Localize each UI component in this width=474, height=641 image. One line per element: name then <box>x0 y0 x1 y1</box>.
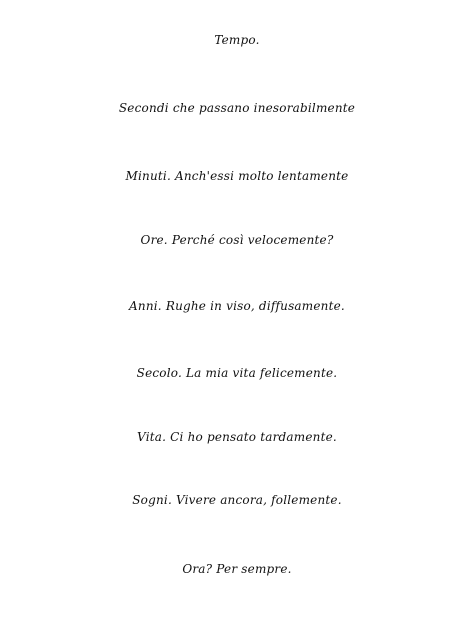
poem-line: Anni. Rughe in viso, diffusamente. <box>129 299 345 313</box>
poem-line: Ore. Perché così velocemente? <box>140 233 334 247</box>
poem-line: Secondi che passano inesorabilmente <box>118 101 356 115</box>
poem-line: Minuti. Anch'essi molto lentamente <box>125 169 349 183</box>
poem-line: Ora? Per sempre. <box>182 562 292 576</box>
poem-line: Vita. Ci ho pensato tardamente. <box>137 430 337 444</box>
poem-line: Sogni. Vivere ancora, follemente. <box>132 493 342 507</box>
poem-line: Secolo. La mia vita felicemente. <box>136 366 338 380</box>
poem-title: Tempo. <box>214 33 260 47</box>
